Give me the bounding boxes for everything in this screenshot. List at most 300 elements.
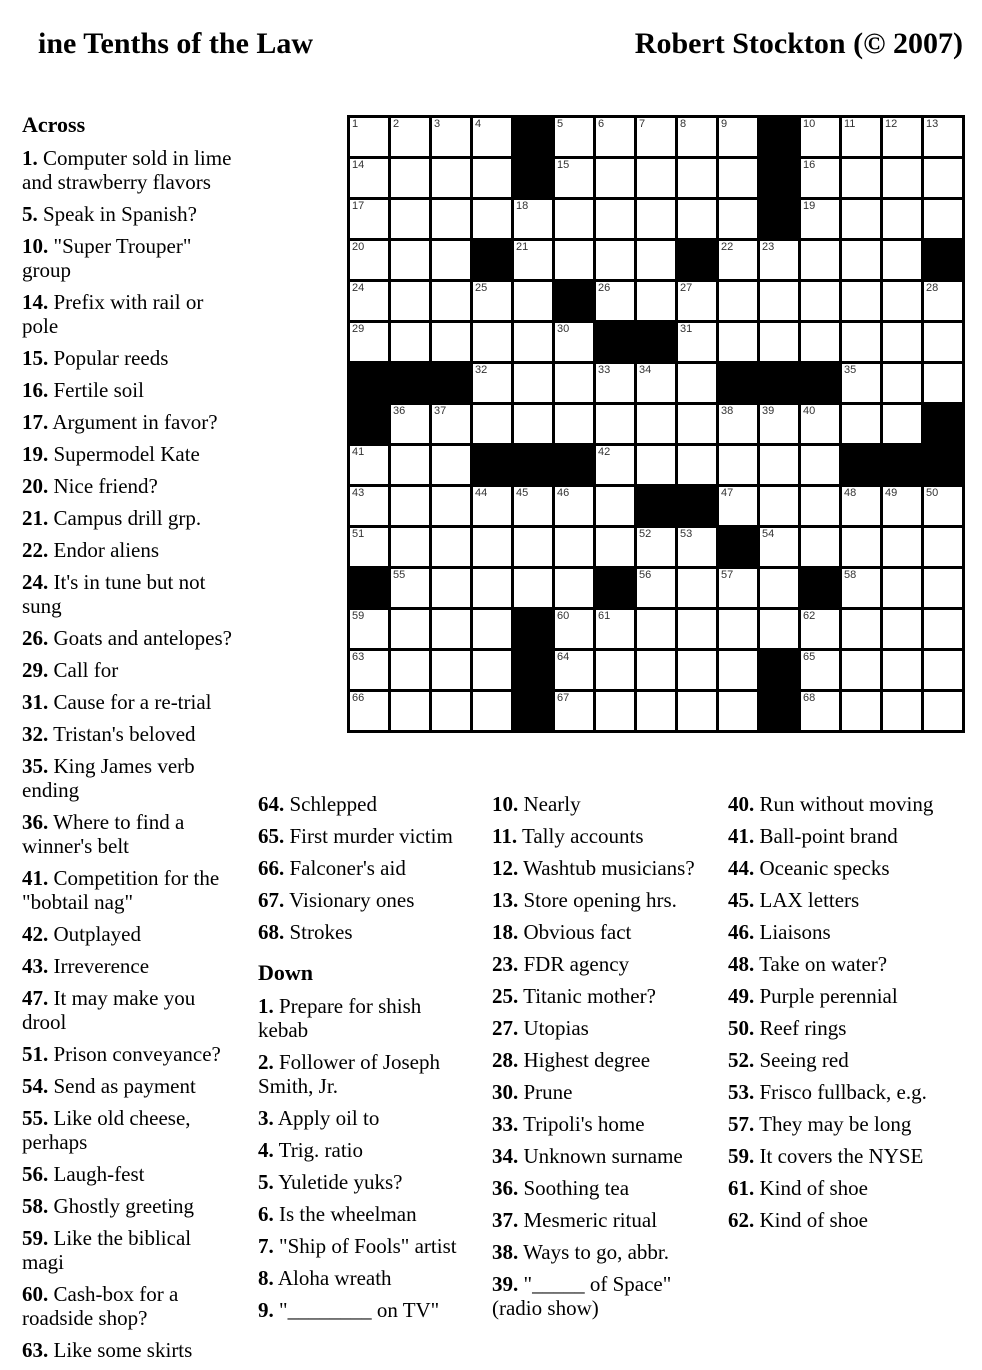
grid-cell [473,610,511,648]
grid-cell [883,487,921,525]
grid-cell [883,569,921,607]
cell-number: 10 [803,118,816,130]
grid-cell [391,118,429,156]
black-cell [473,241,511,279]
black-cell [555,446,593,484]
clue-number: 36. [22,810,49,834]
cell-number: 11 [844,118,856,130]
clue-section-header: Down [258,960,314,985]
clue-number: 51. [22,1042,49,1066]
cell-number: 36 [393,405,406,417]
clue: 33. Tripoli's home [492,1112,645,1136]
grid-cell [924,692,962,730]
grid-cell [801,651,839,689]
grid-cell [391,569,429,607]
clue: 48. Take on water? [728,952,888,976]
grid-cell [514,241,552,279]
grid-cell [473,487,511,525]
clue: 13. Store opening hrs. [492,888,677,912]
clue-number: 22. [22,538,49,562]
cell-number: 20 [352,241,365,253]
cell-number: 59 [352,610,365,622]
grid-cell [637,282,675,320]
clue: 11. Tally accounts [492,824,644,848]
grid-cell [350,282,388,320]
grid-cell [801,241,839,279]
clue: 68. Strokes [258,920,353,944]
grid-cell [555,610,593,648]
clue: 12. Washtub musicians? [492,856,695,880]
grid-cell [760,282,798,320]
clue-number: 36. [492,1176,519,1200]
grid-cell [637,405,675,443]
clue: 37. Mesmeric ritual [492,1208,658,1232]
grid-cell [350,528,388,566]
cell-number: 64 [557,651,570,663]
grid-cell [432,569,470,607]
clue: 66. Falconer's aid [258,856,406,880]
clue-number: 47. [22,986,49,1010]
clue: 31. Cause for a re-trial [22,690,212,714]
clue: 39. "_____ of Space" (radio show) [492,1272,672,1320]
black-cell [514,692,552,730]
black-cell [801,569,839,607]
grid-cell [596,610,634,648]
clue-number: 61. [728,1176,755,1200]
clue-number: 27. [492,1016,519,1040]
grid-cell [883,200,921,238]
cell-number: 56 [639,569,652,581]
grid-cell [432,651,470,689]
grid-cell [842,487,880,525]
grid-cell [924,651,962,689]
grid-cell [514,323,552,361]
clue: 22. Endor aliens [22,538,160,562]
cell-number: 49 [885,487,898,499]
cell-number: 45 [516,487,529,499]
black-cell [514,118,552,156]
clue: 5. Yuletide yuks? [258,1170,403,1194]
grid-cell [514,364,552,402]
grid-cell [842,323,880,361]
grid-cell [883,241,921,279]
grid-cell [678,610,716,648]
black-cell [719,364,757,402]
black-cell [637,487,675,525]
grid-cell [678,323,716,361]
grid-cell [391,446,429,484]
clue: 15. Popular reeds [22,346,169,370]
grid-cell [350,118,388,156]
cell-number: 3 [434,118,441,130]
grid-cell [719,569,757,607]
clue: 42. Outplayed [22,922,141,946]
clue-number: 41. [728,824,755,848]
grid-cell [719,200,757,238]
black-cell [514,446,552,484]
grid-cell [719,159,757,197]
clue: 59. It covers the NYSE [728,1144,924,1168]
grid-cell [924,118,962,156]
clue-number: 8. [258,1266,274,1290]
grid-cell [637,528,675,566]
black-cell [760,692,798,730]
grid-cell [555,569,593,607]
clue-number: 9. [258,1298,274,1322]
grid-cell [801,159,839,197]
black-cell [514,159,552,197]
grid-cell [432,610,470,648]
clue: 36. Soothing tea [492,1176,630,1200]
cell-number: 1 [352,118,359,130]
cell-number: 4 [475,118,482,130]
cell-number: 34 [639,364,652,376]
grid-cell [350,487,388,525]
clue: 62. Kind of shoe [728,1208,868,1232]
grid-cell [801,405,839,443]
grid-cell [924,282,962,320]
cell-number: 68 [803,692,816,704]
clue: 44. Oceanic specks [728,856,890,880]
grid-cell [637,364,675,402]
grid-cell [719,487,757,525]
clue: 65. First murder victim [258,824,453,848]
cell-number: 5 [557,118,564,130]
grid-cell [473,323,511,361]
clue-number: 55. [22,1106,49,1130]
grid-cell [391,323,429,361]
clue-number: 1. [258,994,274,1018]
cell-number: 55 [393,569,406,581]
black-cell [637,323,675,361]
clue-number: 3. [258,1106,274,1130]
clue: 46. Liaisons [728,920,831,944]
grid-cell [473,405,511,443]
cell-number: 43 [352,487,365,499]
clue-number: 53. [728,1080,755,1104]
clue-number: 32. [22,722,49,746]
cell-number: 40 [803,405,816,417]
puzzle-byline: Robert Stockton (© 2007) [634,27,963,60]
grid-cell [719,610,757,648]
grid-cell [391,651,429,689]
clue: 36. Where to find a winner's belt [22,810,185,858]
grid-cell [883,610,921,648]
clue-number: 24. [22,570,49,594]
grid-cell [760,323,798,361]
clue-number: 42. [22,922,49,946]
clue: 57. They may be long [728,1112,912,1136]
clue: 7. "Ship of Fools" artist [258,1234,457,1258]
grid-cell [760,569,798,607]
grid-cell [473,282,511,320]
clue: 9. "________ on TV" [258,1298,440,1322]
clue-number: 60. [22,1282,49,1306]
clue: 38. Ways to go, abbr. [492,1240,669,1264]
clue-number: 4. [258,1138,274,1162]
grid-cell [432,159,470,197]
clue: 59. Like the biblical magi [22,1226,192,1274]
clue: 49. Purple perennial [728,984,898,1008]
grid-cell [350,241,388,279]
grid-cell [350,692,388,730]
grid-cell [801,528,839,566]
black-cell [760,118,798,156]
clue: 60. Cash-box for a roadside shop? [22,1282,179,1330]
clue-number: 43. [22,954,49,978]
cell-number: 13 [926,118,939,130]
cell-number: 41 [352,446,365,458]
cell-number: 30 [557,323,570,335]
grid-cell [391,200,429,238]
clue: 53. Frisco fullback, e.g. [728,1080,927,1104]
cell-number: 28 [926,282,939,294]
clue: 10. "Super Trouper" group [22,234,192,282]
black-cell [678,487,716,525]
cell-number: 7 [639,118,646,130]
clue-number: 52. [728,1048,755,1072]
grid-cell [432,200,470,238]
cell-number: 16 [803,159,816,171]
black-cell [760,651,798,689]
clue-number: 45. [728,888,755,912]
cell-number: 51 [352,528,365,540]
clue-number: 65. [258,824,285,848]
clue-number: 10. [492,792,519,816]
grid-cell [473,651,511,689]
cell-number: 31 [680,323,693,335]
grid-cell [514,528,552,566]
clue: 30. Prune [492,1080,573,1104]
grid-cell [637,651,675,689]
grid-cell [760,487,798,525]
clue: 26. Goats and antelopes? [22,626,232,650]
black-cell [924,405,962,443]
grid-cell [678,364,716,402]
grid-cell [432,323,470,361]
black-cell [883,446,921,484]
clue-number: 66. [258,856,285,880]
cell-number: 24 [352,282,365,294]
grid-cell [883,159,921,197]
clue-number: 59. [728,1144,755,1168]
grid-cell [473,364,511,402]
cell-number: 65 [803,651,816,663]
clue: 40. Run without moving [728,792,934,816]
clue: 10. Nearly [492,792,581,816]
grid-cell [350,651,388,689]
clue: 63. Like some skirts [22,1338,193,1362]
clue-number: 56. [22,1162,49,1186]
clue: 2. Follower of Joseph Smith, Jr. [258,1050,440,1098]
grid-cell [596,118,634,156]
clue-number: 34. [492,1144,519,1168]
grid-cell [760,241,798,279]
grid-cell [432,446,470,484]
grid-cell [883,282,921,320]
grid-cell [883,118,921,156]
grid-cell [883,651,921,689]
grid-cell [555,118,593,156]
clue-number: 23. [492,952,519,976]
grid-cell [924,200,962,238]
black-cell [391,364,429,402]
grid-cell [391,405,429,443]
grid-cell [596,159,634,197]
black-cell [924,241,962,279]
clue: 25. Titanic mother? [492,984,656,1008]
grid-cell [473,692,511,730]
cell-number: 26 [598,282,611,294]
clue-section-header: Across [22,112,86,137]
clue-number: 19. [22,442,49,466]
cell-number: 33 [598,364,611,376]
cell-number: 2 [393,118,400,130]
grid-cell [760,446,798,484]
clue-number: 11. [492,824,518,848]
cell-number: 19 [803,200,816,212]
grid-cell [596,528,634,566]
clue: 35. King James verb ending [22,754,195,802]
clue: 24. It's in tune but not sung [22,570,206,618]
grid-cell [432,692,470,730]
grid-cell [555,405,593,443]
grid-cell [678,528,716,566]
black-cell [432,364,470,402]
grid-cell [842,528,880,566]
clue: 43. Irreverence [22,954,150,978]
grid-cell [678,118,716,156]
cell-number: 15 [557,159,570,171]
grid-cell [596,405,634,443]
cell-number: 46 [557,487,570,499]
clue: 8. Aloha wreath [258,1266,392,1290]
grid-cell [514,569,552,607]
grid-cell [473,118,511,156]
black-cell [350,364,388,402]
cell-number: 22 [721,241,734,253]
clue-number: 13. [492,888,519,912]
cell-number: 27 [680,282,693,294]
clue-number: 5. [22,202,38,226]
grid-cell [924,528,962,566]
cell-number: 38 [721,405,734,417]
black-cell [719,528,757,566]
black-cell [350,569,388,607]
grid-cell [801,692,839,730]
grid-cell [678,692,716,730]
clue-number: 40. [728,792,755,816]
crossword-grid [347,115,965,733]
clue: 16. Fertile soil [22,378,144,402]
clue-number: 7. [258,1234,274,1258]
grid-cell [514,200,552,238]
clue: 20. Nice friend? [22,474,158,498]
grid-cell [883,528,921,566]
cell-number: 42 [598,446,611,458]
clue-number: 44. [728,856,755,880]
clue-number: 25. [492,984,519,1008]
grid-cell [719,282,757,320]
grid-cell [555,651,593,689]
grid-cell [842,569,880,607]
grid-cell [924,569,962,607]
clue-number: 46. [728,920,755,944]
grid-cell [432,241,470,279]
grid-cell [678,200,716,238]
grid-cell [637,446,675,484]
black-cell [514,610,552,648]
grid-cell [842,610,880,648]
grid-cell [801,323,839,361]
grid-cell [391,241,429,279]
clue-number: 28. [492,1048,519,1072]
grid-cell [514,405,552,443]
grid-cell [842,651,880,689]
cell-number: 14 [352,159,365,171]
cell-number: 17 [352,200,365,212]
cell-number: 58 [844,569,857,581]
grid-cell [432,487,470,525]
clue: 18. Obvious fact [492,920,632,944]
clue-number: 57. [728,1112,755,1136]
grid-cell [391,692,429,730]
clue-number: 10. [22,234,49,258]
clue: 45. LAX letters [728,888,860,912]
cell-number: 37 [434,405,447,417]
grid-cell [678,651,716,689]
grid-cell [596,651,634,689]
black-cell [924,446,962,484]
clue-number: 20. [22,474,49,498]
clue: 64. Schlepped [258,792,377,816]
grid-cell [801,282,839,320]
clue-number: 30. [492,1080,519,1104]
cell-number: 57 [721,569,734,581]
grid-cell [350,446,388,484]
grid-cell [555,241,593,279]
grid-cell [391,528,429,566]
grid-cell [432,282,470,320]
grid-cell [596,446,634,484]
grid-cell [637,200,675,238]
cell-number: 9 [721,118,728,130]
grid-cell [924,323,962,361]
clue-number: 37. [492,1208,519,1232]
grid-cell [842,405,880,443]
grid-cell [719,241,757,279]
grid-cell [719,446,757,484]
grid-cell [678,569,716,607]
grid-cell [596,200,634,238]
grid-cell [432,405,470,443]
clue-number: 26. [22,626,49,650]
cell-number: 8 [680,118,687,130]
clue-number: 18. [492,920,519,944]
cell-number: 63 [352,651,365,663]
black-cell [842,446,880,484]
clue-number: 64. [258,792,285,816]
grid-cell [678,159,716,197]
black-cell [596,323,634,361]
clue-number: 17. [22,410,49,434]
cell-number: 52 [639,528,652,540]
clue-number: 63. [22,1338,49,1362]
grid-cell [350,200,388,238]
clue: 34. Unknown surname [492,1144,683,1168]
clue-number: 35. [22,754,49,778]
clue: 32. Tristan's beloved [22,722,196,746]
